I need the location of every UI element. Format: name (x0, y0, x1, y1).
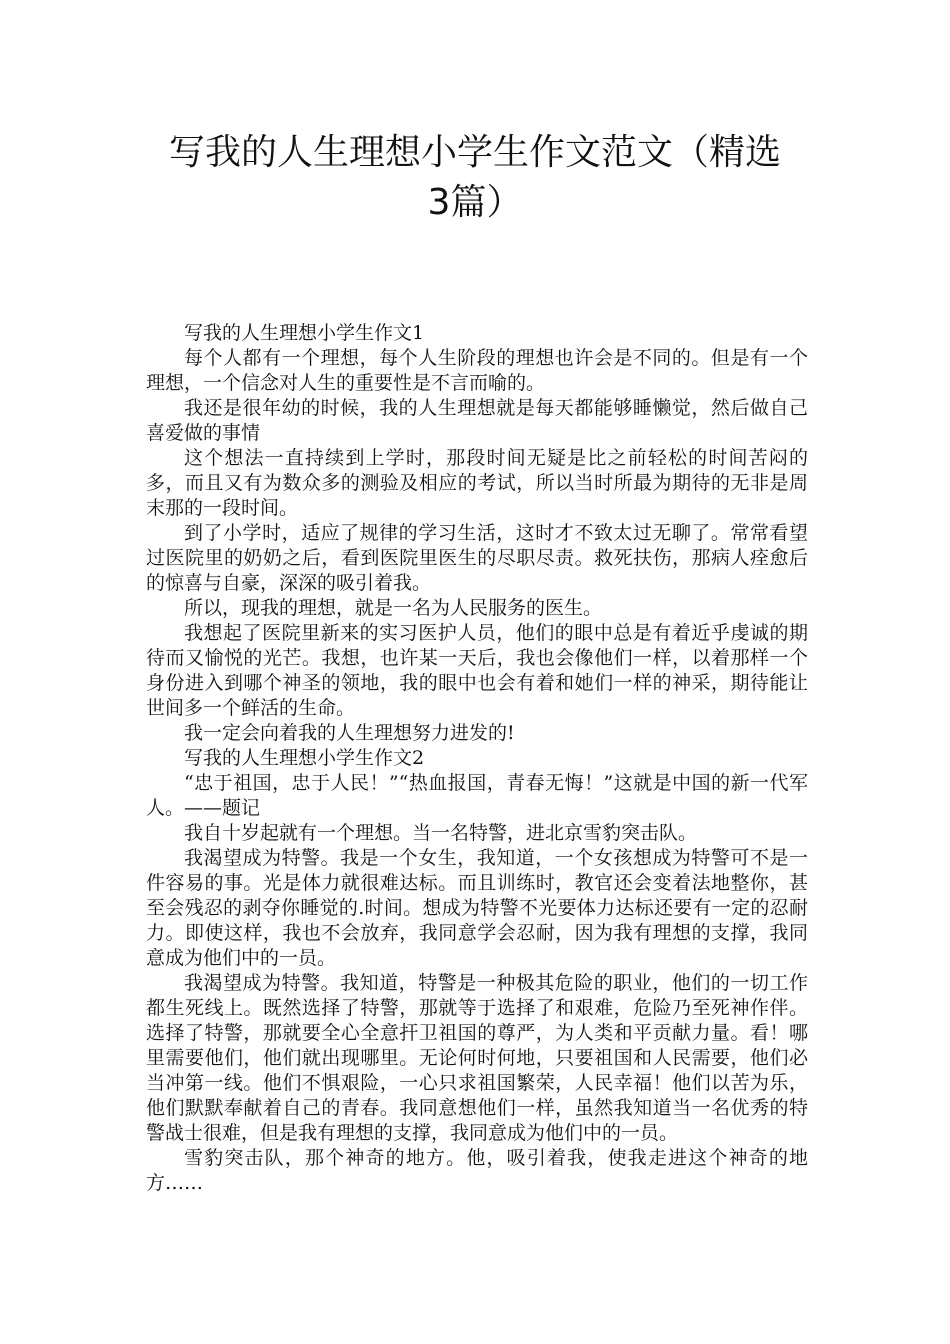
document-body (146, 321, 808, 1196)
title-line-1: 写我的人生理想小学生作文范文（精选 (168, 132, 781, 173)
paragraph: 所以，现我的理想，就是一名为人民服务的医生。 (184, 597, 603, 619)
paragraph: 我想起了医院里新来的实习医护人员，他们的眼中总是有着近乎虔诚的期待而又愉悦的光芒。我想，也许某一天后，我也会像他们一样，以着那样一个身份进入到哪个神圣的领地，我的眼中也会有着和她们一样的神采，期待能让世间多一个鲜活的生命。 (146, 622, 808, 719)
paragraph: 到了小学时，适应了规律的学习生活，这时才不致太过无聊了。常常看望过医院里的奶奶之后，看到医院里医生的尽职尽责。救死扶伤，那病人痊愈后的惊喜与自豪，深深的吸引着我。 (146, 522, 808, 594)
paragraph: 每个人都有一个理想，每个人生阶段的理想也许会是不同的。但是有一个理想，一个信念对人生的重要性是不言而喻的。 (146, 347, 808, 394)
paragraph: 这个想法一直持续到上学时，那段时间无疑是比之前轻松的时间苦闷的多，而且又有为数众多的测验及相应的考试，所以当时所最为期待的无非是周末那的一段时间。 (146, 447, 808, 519)
paragraph: “忠于祖国，忠于人民！”“热血报国，青春无悔！”这就是中国的新一代军人。——题记 (146, 772, 808, 819)
paragraph: 我渴望成为特警。我知道，特警是一种极其危险的职业，他们的一切工作都生死线上。既然选择了特警，那就等于选择了和艰难，危险乃至死神作伴。选择了特警，那就要全心全意扞卫祖国的尊严，为人类和平贡献力量。看！哪里需要他们，他们就出现哪里。无论何时何地，只要祖国和人民需要，他们必当冲第一线。他们不惧艰险，一心只求祖国繁荣，人民幸福！他们以苦为乐，他们默默奉献着自己的青春。我同意想他们一样，虽然我知道当一名优秀的特警战士很难，但是我有理想的支撑，我同意成为他们中的一员。 (146, 972, 808, 1144)
paragraph: 我一定会向着我的人生理想努力进发的! (184, 722, 515, 744)
section-heading: 写我的人生理想小学生作文2 (184, 747, 425, 769)
section-heading: 写我的人生理想小学生作文1 (184, 322, 425, 344)
paragraph: 我还是很年幼的时候，我的人生理想就是每天都能够睡懒觉，然后做自己喜爱做的事情 (146, 397, 808, 444)
paragraph: 我渴望成为特警。我是一个女生，我知道，一个女孩想成为特警可不是一件容易的事。光是体力就很难达标。而且训练时，教官还会变着法地整你，甚至会残忍的剥夺你睡觉的.时间。想成为特警不光要体力达标还要有一定的忍耐力。即使这样，我也不会放弃，我同意学会忍耐，因为我有理想的支撑，我同意成为他们中的一员。 (146, 847, 808, 969)
paragraph: 我自十岁起就有一个理想。当一名特警，进北京雪豹突击队。 (184, 822, 698, 844)
paragraph: 雪豹突击队，那个神奇的地方。他，吸引着我，使我走进这个神奇的地方…… (146, 1147, 808, 1194)
title-line-2: 3篇） (427, 182, 523, 223)
document-title (130, 128, 820, 228)
